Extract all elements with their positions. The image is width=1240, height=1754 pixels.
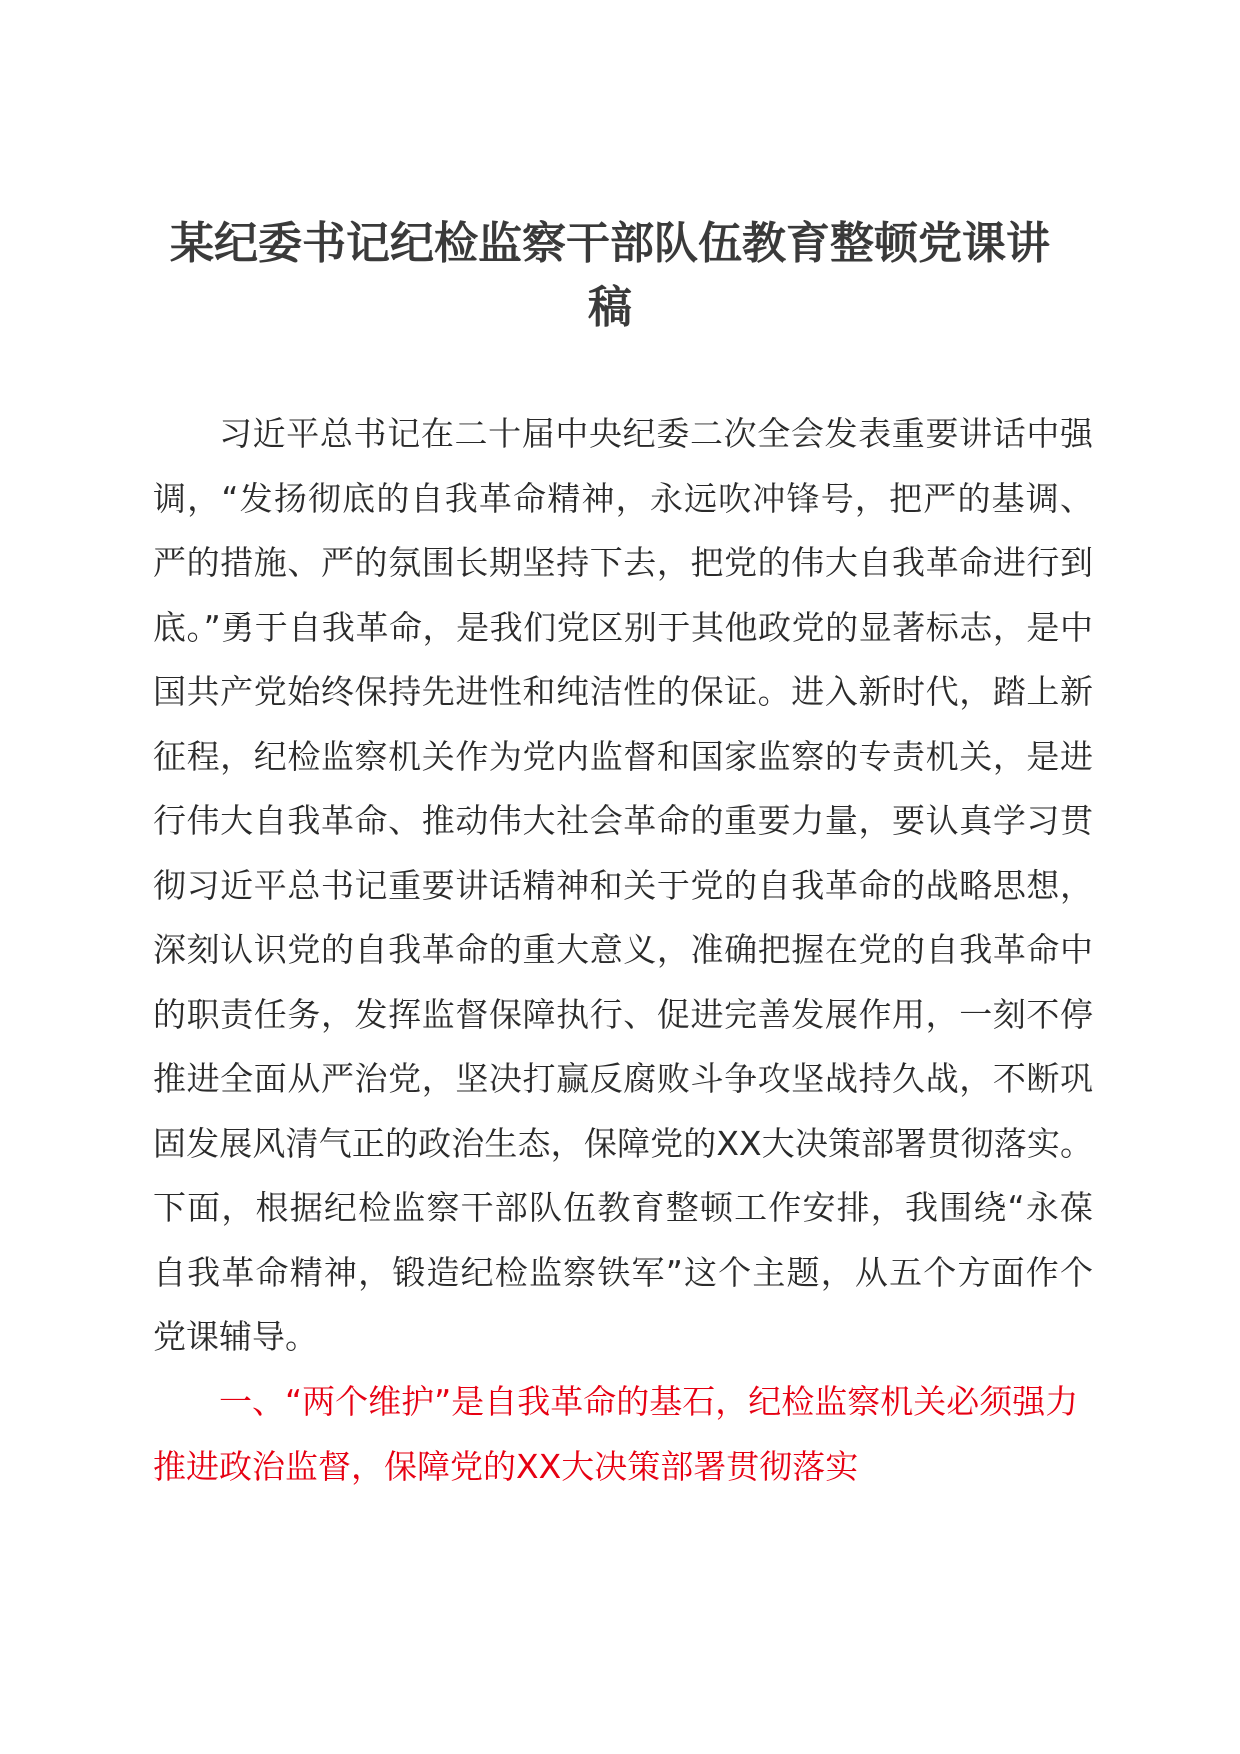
section-heading: 一、“两个维护”是自我革命的基石，纪检监察机关必须强力推进政治监督，保障党的XX大决策部署贯彻落实 (153, 1382, 1079, 1486)
body-paragraph: 习近平总书记在二十届中央纪委二次全会发表重要讲话中强调，“发扬彻底的自我革命精神，永远吹冲锋号，把严的基调、严的措施、严的氛围长期坚持下去，把党的伟大自我革命进行到底。”勇于自我革命，是我们党区别于其他政党的显著标志，是中国共产党始终保持先进性和纯洁性的保证。进入新时代，踏上新征程，纪检监察机关作为党内监督和国家监察的专责机关，是进行伟大自我革命、推动伟大社会革命的重要力量，要认真学习贯彻习近平总书记重要讲话精神和关于党的自我革命的战略思想，深刻认识党的自我革命的重大意义，准确把握在党的自我革命中的职责任务，发挥监督保障执行、促进完善发展作用，一刻不停推进全面从严治党，坚决打赢反腐败斗争攻坚战持久战，不断巩固发展风清气正的政治生态，保障党的XX大决策部署贯彻落实。下面，根据纪检监察干部队伍教育整顿工作安排，我围绕“永葆自我革命精神，锻造纪检监察铁军”这个主题，从五个方面作个党课辅导。 (153, 414, 1093, 1356)
document-title: 某纪委书记纪检监察干部队伍教育整顿党课讲稿 (170, 218, 1050, 333)
